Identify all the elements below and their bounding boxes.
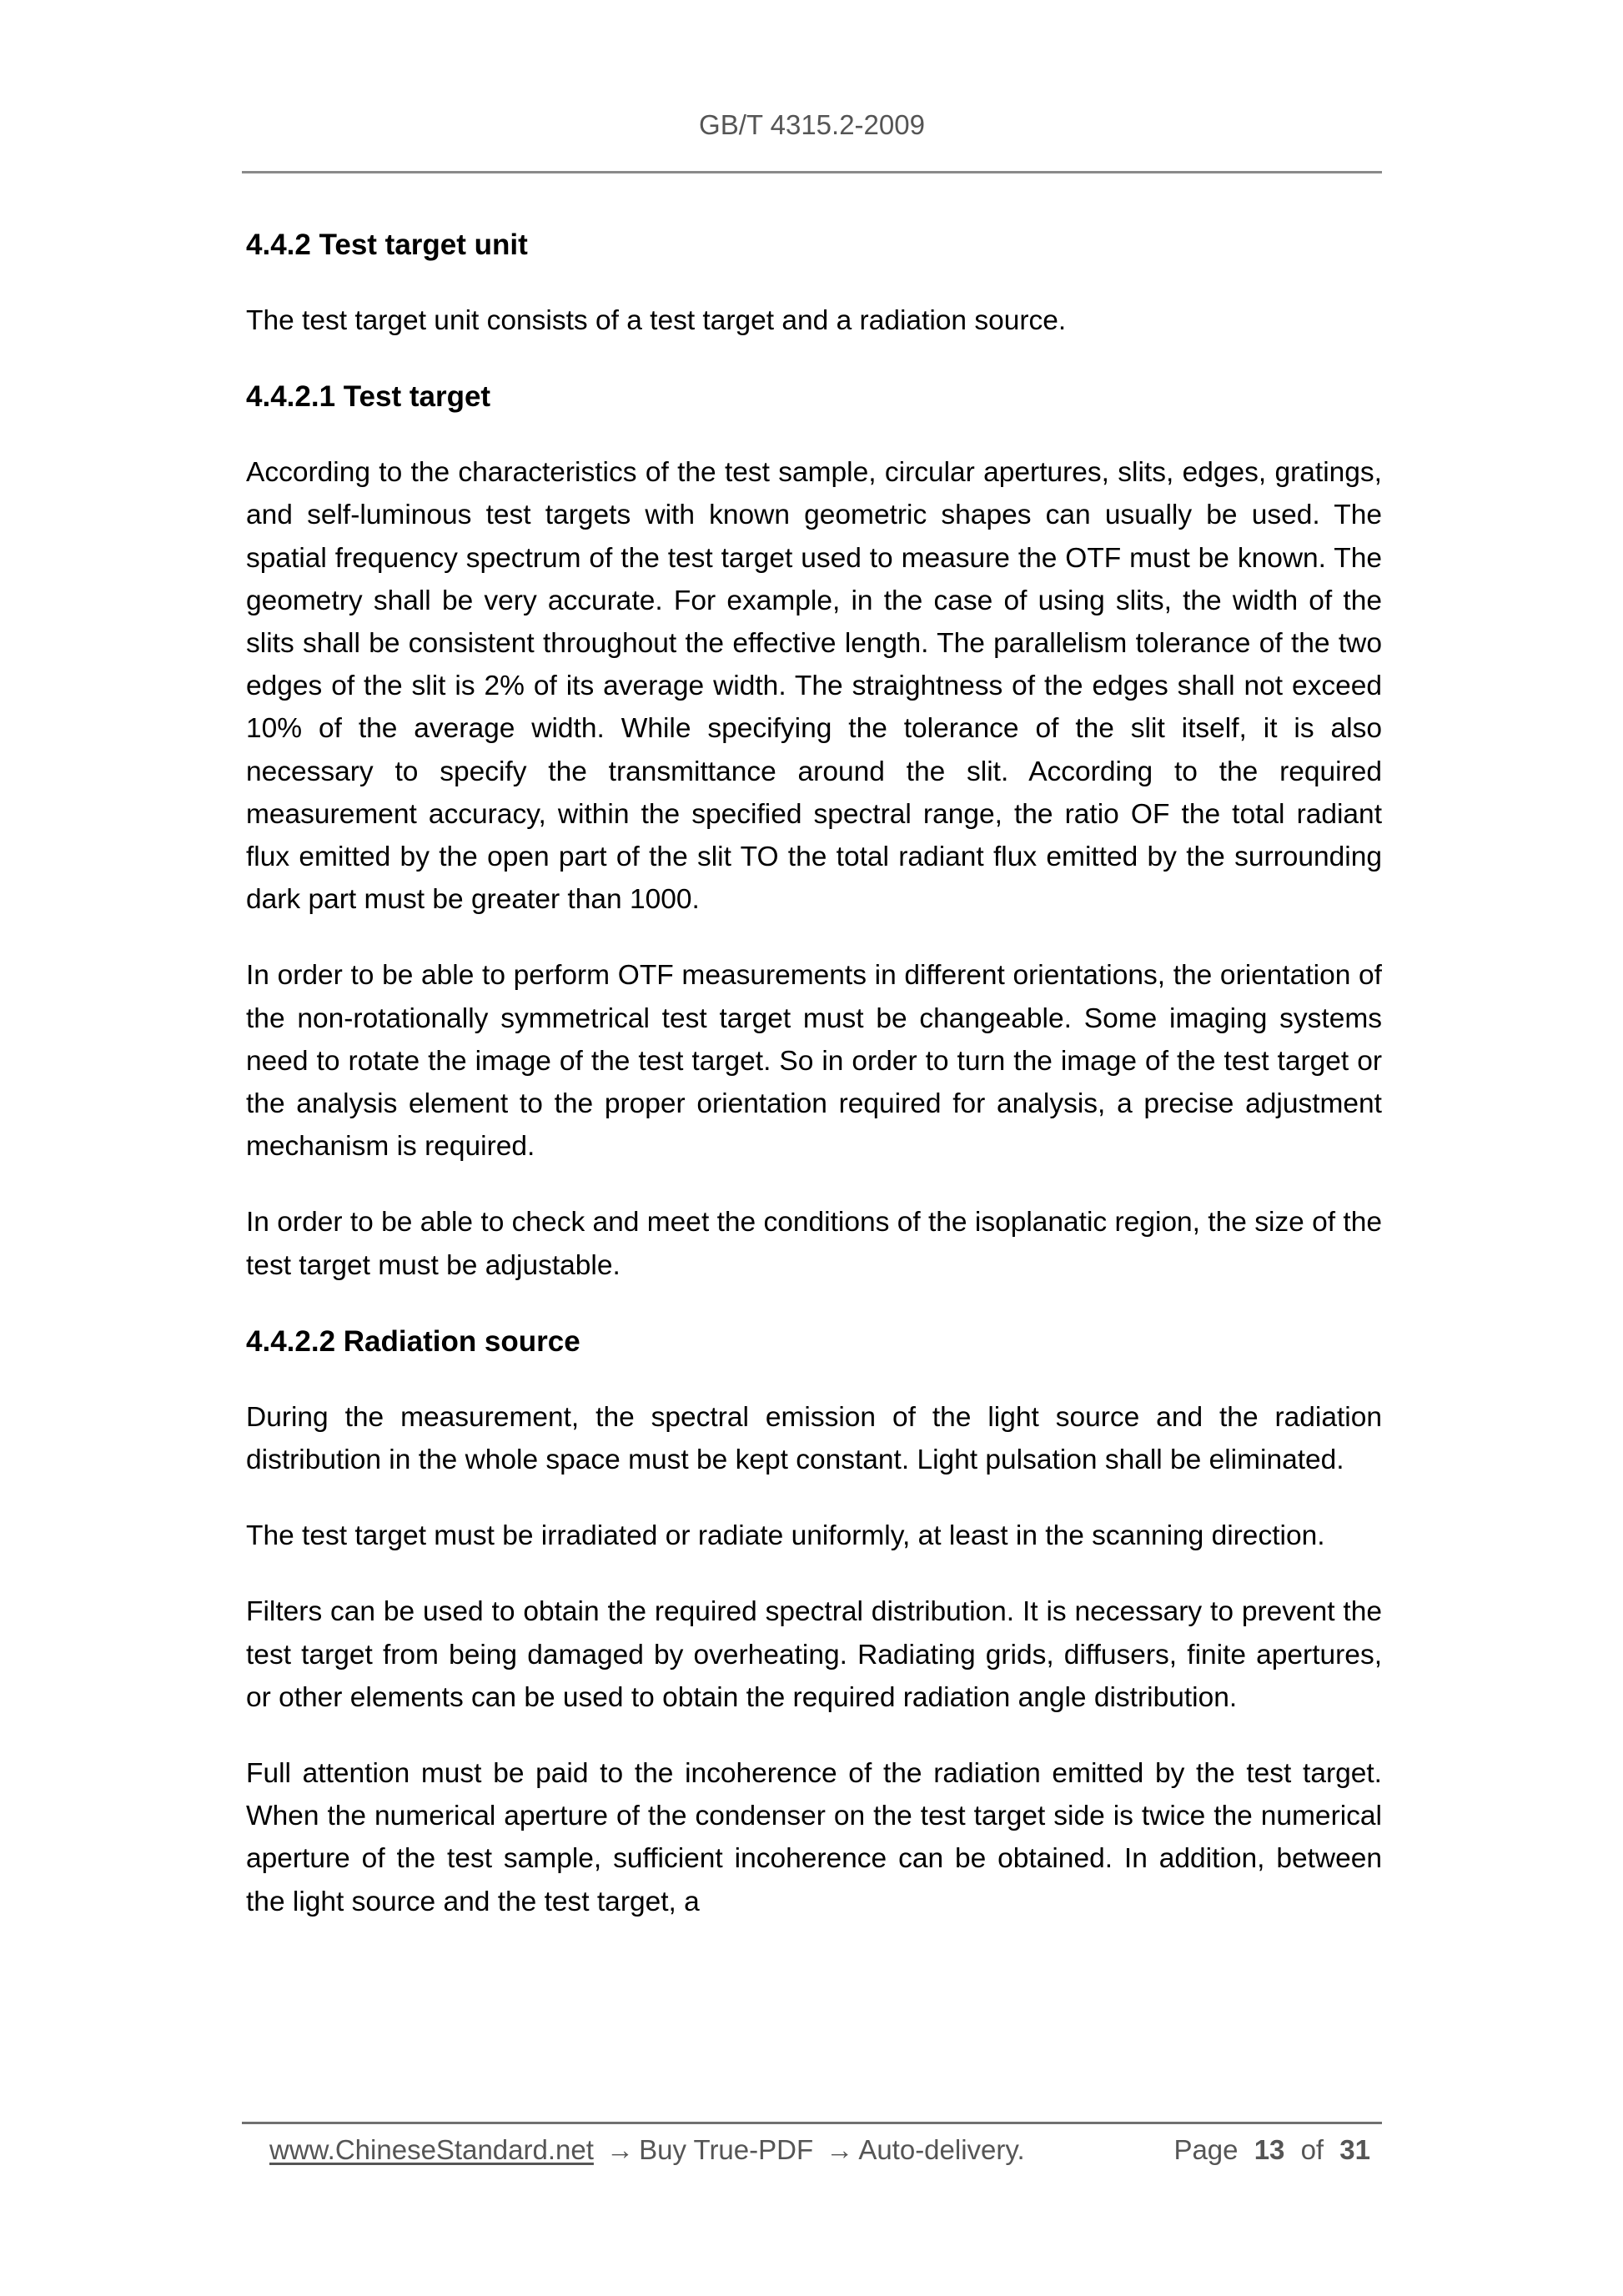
document-code: GB/T 4315.2-2009 bbox=[699, 109, 925, 140]
footer-divider bbox=[242, 2122, 1382, 2124]
paragraph-radiation-source-4: Full attention must be paid to the incoherence of the radiation emitted by the test target. When the numerical aperture of the condenser on the test target side is twice the numerical aperture of the test sample, sufficient incoherence can be obtained. In addition, between the light source and the test target, a bbox=[246, 1758, 1382, 1917]
paragraph-radiation-source-2: The test target must be irradiated or radiate uniformly, at least in the scanning direction. bbox=[246, 1520, 1325, 1552]
paragraph-radiation-source-3: Filters can be used to obtain the required spectral distribution. It is necessary to prevent the test target from being damaged by overheating. Radiating grids, diffusers, finite apertures, or other elements can be used to obtain the required radiation angle distribution. bbox=[246, 1596, 1382, 1713]
paragraph-test-target-2: In order to be able to perform OTF measurements in different orientations, the orientation of the non-rotationally symmetrical test target must be changeable. Some imaging systems need to rotate the image of the test target. So in order to turn the image of the test target or the analysis element to the proper orientation required for analysis, a precise adjustment mechanism is required. bbox=[246, 960, 1382, 1163]
total-pages-number: 31 bbox=[1339, 2134, 1370, 2165]
page-label: Page bbox=[1173, 2134, 1239, 2165]
buy-true-pdf-text: Buy True-PDF bbox=[639, 2134, 814, 2165]
section-heading-4-4-2-2: 4.4.2.2 Radiation source bbox=[246, 1324, 580, 1358]
page-footer bbox=[269, 2132, 1370, 2168]
paragraph-test-target-3: In order to be able to check and meet the conditions of the isoplanatic region, the size of the test target must be adjustable. bbox=[246, 1207, 1382, 1281]
of-label: of bbox=[1300, 2134, 1324, 2165]
section-heading-4-4-2: 4.4.2 Test target unit bbox=[246, 229, 528, 261]
auto-delivery-text: Auto-delivery. bbox=[858, 2134, 1025, 2165]
section-heading-4-4-2-1: 4.4.2.1 Test target bbox=[246, 380, 491, 414]
header-divider bbox=[242, 171, 1382, 173]
page-content bbox=[246, 224, 1382, 1957]
current-page-number: 13 bbox=[1254, 2134, 1285, 2165]
right-arrow-icon: → bbox=[606, 2134, 635, 2165]
right-arrow-icon: → bbox=[826, 2134, 854, 2165]
paragraph-intro: The test target unit consists of a test target and a radiation source. bbox=[246, 305, 1067, 336]
page-indicator bbox=[1173, 2132, 1370, 2168]
chinesestandard-link[interactable]: www.ChineseStandard.net bbox=[269, 2134, 594, 2165]
paragraph-radiation-source-1: During the measurement, the spectral emission of the light source and the radiation distribution in the whole space must be kept constant. Light pulsation shall be eliminated. bbox=[246, 1401, 1382, 1476]
page-header bbox=[242, 107, 1382, 143]
paragraph-test-target-1: According to the characteristics of the test sample, circular apertures, slits, edges, gratings, and self-luminous test targets with known geometric shapes can usually be used. The spatial frequency spectrum of the test target used to measure the OTF must be known. The geometry shall be very accurate. For example, in the case of using slits, the width of the slits shall be consistent throughout the effective length. The parallelism tolerance of the two edges of the slit is 2% of its average width. The straightness of the edges shall not exceed 10% of the average width. While specifying the tolerance of the slit itself, it is also necessary to specify the transmittance around the slit. According to the required measurement accuracy, within the specified spectral range, the ratio OF the total radiant flux emitted by the open part of the slit TO the total radiant flux emitted by the surrounding dark part must be greater than 1000. bbox=[246, 457, 1382, 916]
